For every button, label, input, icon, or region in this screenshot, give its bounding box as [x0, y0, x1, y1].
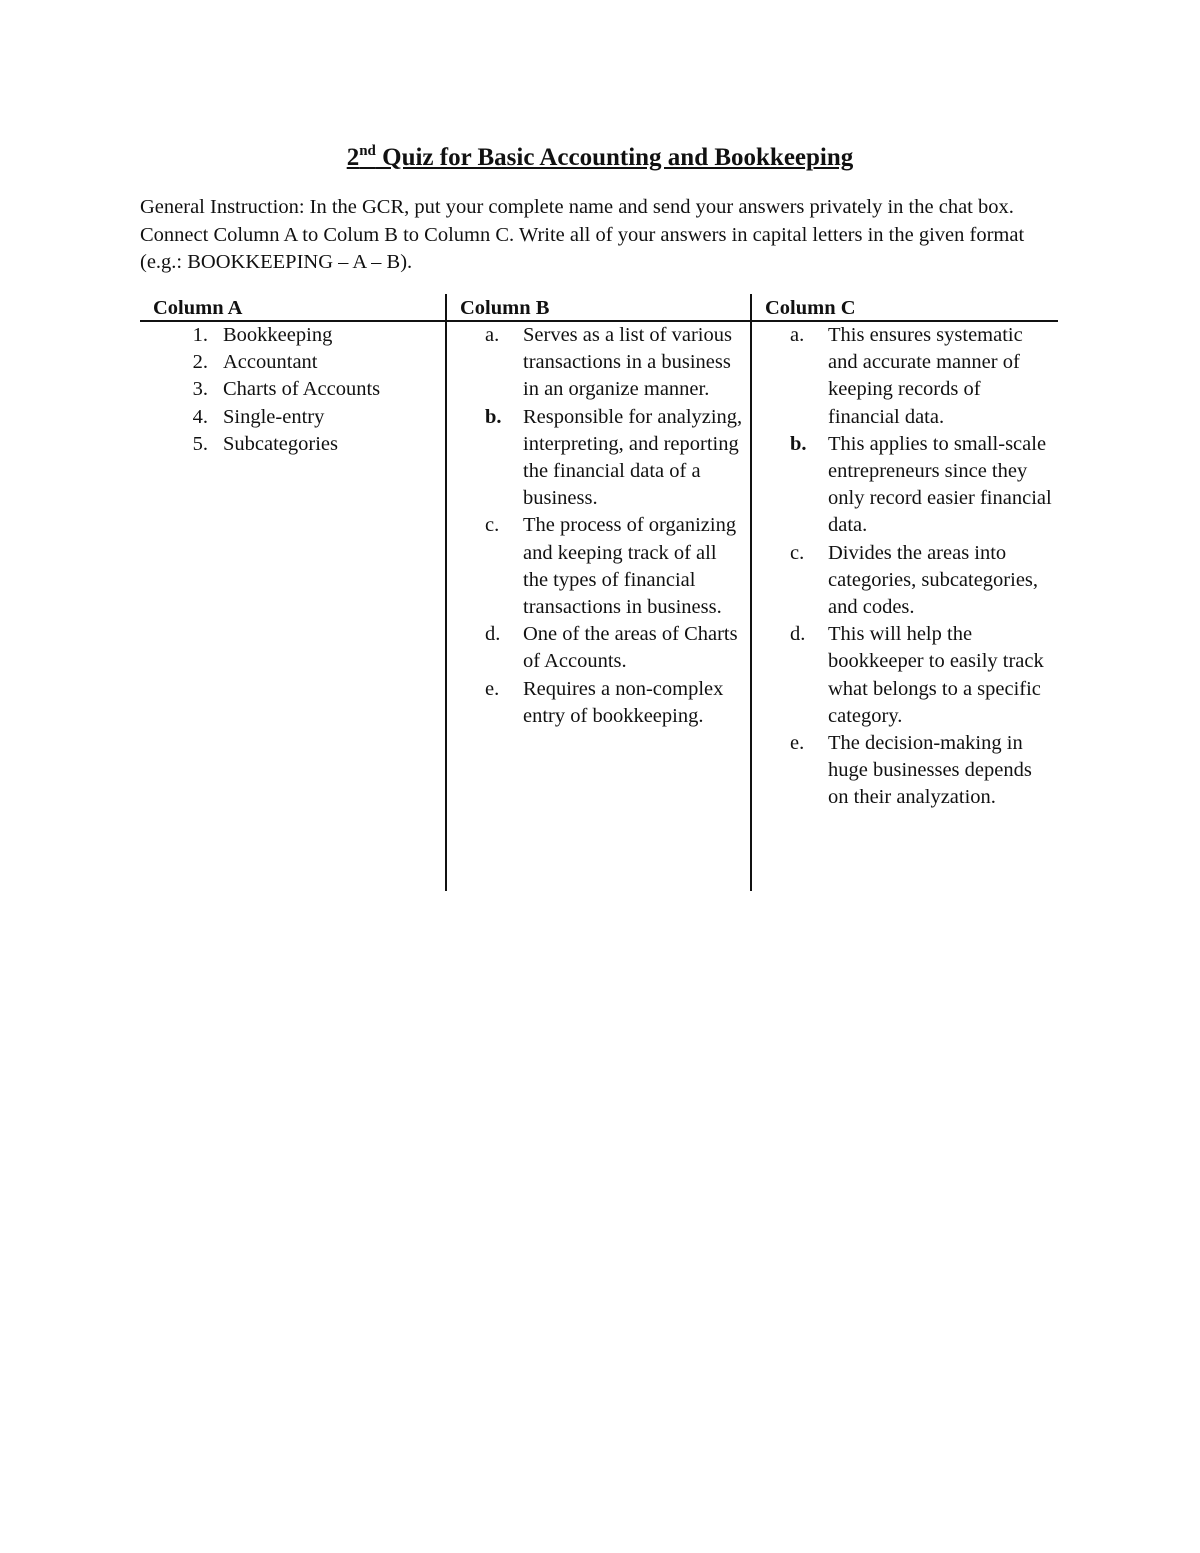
item-marker: c.: [790, 541, 805, 564]
item-text: The process of organizing and keeping track of all the types of financial transactions in business.: [523, 514, 737, 619]
column-c-header: Column C: [765, 297, 856, 319]
title-ordinal-suffix: nd: [359, 142, 376, 159]
item-text: Requires a non-complex entry of bookkeeping.: [523, 677, 724, 727]
column-b-header: Column B: [460, 297, 550, 319]
column-a-list: [140, 322, 445, 458]
list-item: [752, 621, 1060, 730]
item-text: This will help the bookkeeper to easily track what belongs to a specific category.: [828, 623, 1044, 727]
item-marker: c.: [485, 514, 500, 537]
title-ordinal: 2: [346, 144, 360, 171]
list-item: [140, 431, 445, 458]
list-item: [447, 404, 752, 513]
item-text: This applies to small-scale entrepreneurs since they only record easier financial data.: [828, 432, 1052, 537]
item-marker: e.: [790, 732, 805, 755]
item-text: Charts of Accounts: [223, 378, 381, 401]
item-marker: d.: [485, 623, 501, 646]
column-a-header: Column A: [153, 297, 243, 319]
list-item: [447, 676, 752, 730]
item-text: The decision-making in huge businesses depends on their analyzation.: [828, 732, 1032, 809]
list-item: [140, 349, 445, 376]
item-marker: 4.: [192, 405, 208, 428]
item-marker: 2.: [192, 351, 208, 374]
item-text: Serves as a list of various transactions in a business in an organize manner.: [523, 324, 732, 401]
item-text: This ensures systematic and accurate manner of keeping records of financial data.: [828, 324, 1023, 428]
item-text: Bookkeeping: [223, 324, 333, 346]
item-marker: b.: [485, 405, 502, 428]
list-item: [752, 322, 1060, 431]
column-b-list: [447, 322, 752, 730]
item-marker: b.: [790, 432, 807, 455]
item-text: Accountant: [223, 351, 318, 374]
list-item: [447, 322, 752, 404]
item-marker: a.: [485, 324, 500, 346]
general-instruction: [140, 194, 1065, 277]
list-item: [140, 376, 445, 403]
column-c-list: [752, 322, 1060, 812]
instruction-text: General Instruction: In the GCR, put your complete name and send your answers privately in the chat box. Connect Column A to Colum B to Column C. Write all of your answers in capital letters in the given format (e.g.: BOOKKEEPING – A – B).: [140, 196, 1025, 273]
list-item: [140, 404, 445, 431]
item-text: Responsible for analyzing, interpreting, and reporting the financial data of a business.: [523, 405, 743, 510]
item-text: Single-entry: [223, 405, 325, 428]
column-a: [140, 294, 445, 891]
item-text: One of the areas of Charts of Accounts.: [523, 623, 738, 673]
item-text: Subcategories: [223, 432, 338, 455]
item-text: Divides the areas into categories, subcategories, and codes.: [828, 541, 1039, 619]
column-c: [750, 294, 1060, 891]
item-marker: a.: [790, 324, 805, 346]
title-text: Quiz for Basic Accounting and Bookkeeping: [375, 144, 854, 171]
list-item: [752, 431, 1060, 540]
list-item: [447, 512, 752, 621]
item-marker: d.: [790, 623, 806, 646]
item-marker: 5.: [192, 432, 208, 455]
list-item: [752, 540, 1060, 622]
column-b: [445, 294, 752, 891]
list-item: [752, 730, 1060, 812]
item-marker: 3.: [192, 378, 208, 401]
list-item: [447, 621, 752, 675]
page-title: [0, 142, 1200, 174]
list-item: [140, 322, 445, 349]
item-marker: 1.: [192, 324, 208, 346]
matching-columns-table: [140, 294, 1058, 891]
item-marker: e.: [485, 677, 500, 700]
